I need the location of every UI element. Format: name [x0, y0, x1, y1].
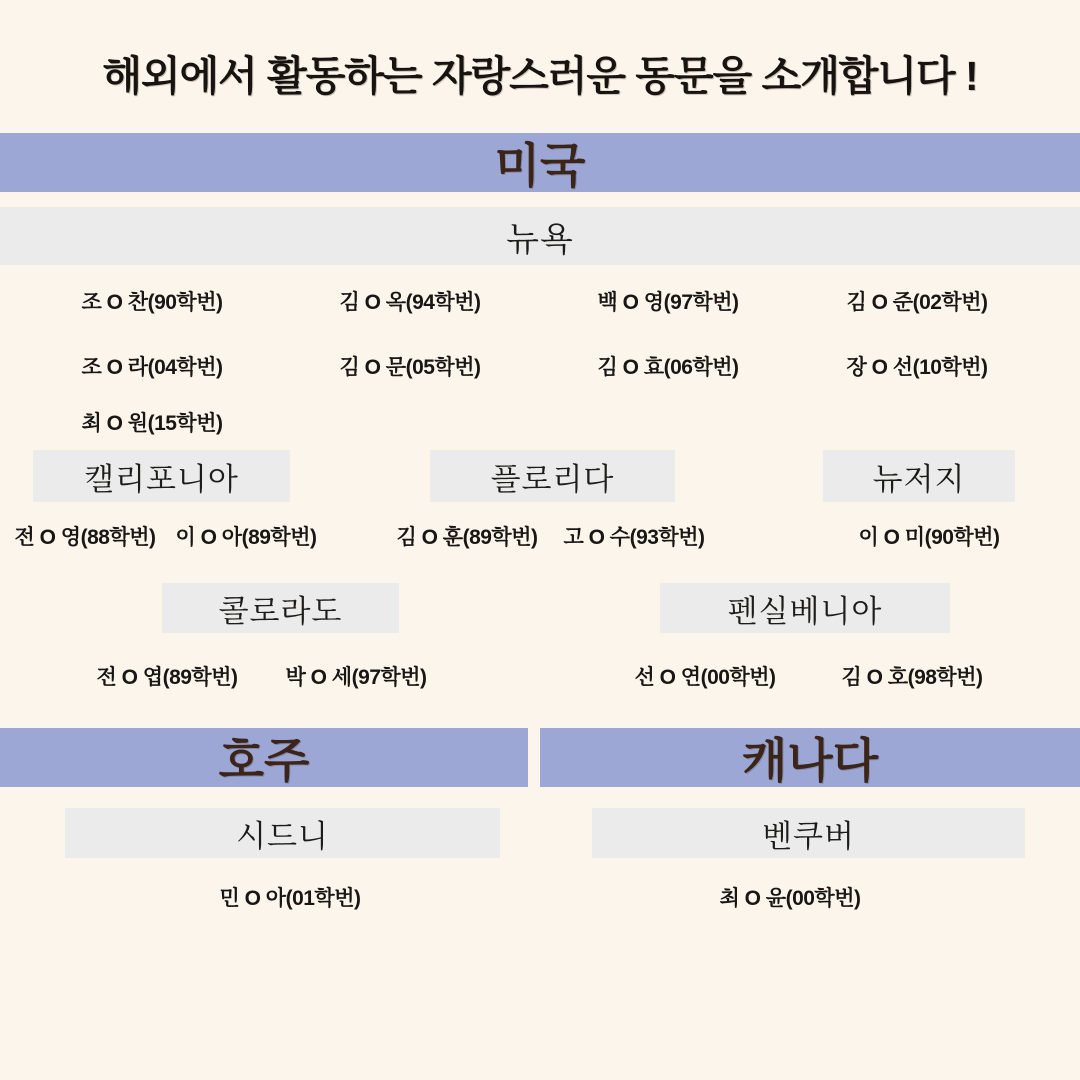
region-label-sydney: 시드니 — [236, 818, 329, 854]
alumni-name: 김 O 옥(94학번) — [339, 291, 481, 314]
region-box-california — [33, 450, 290, 502]
country-banner-usa — [0, 133, 1080, 192]
alumni-name: 고 O 수(93학번) — [563, 526, 705, 549]
region-box-florida — [430, 450, 675, 502]
alumni-name: 조 O 찬(90학번) — [81, 291, 223, 314]
alumni-name: 이 O 아(89학번) — [175, 526, 317, 549]
alumni-name: 김 O 호(98학번) — [841, 666, 983, 689]
region-box-newjersey — [823, 450, 1015, 502]
alumni-name: 전 O 엽(89학번) — [96, 666, 238, 689]
alumni-name: 김 O 효(06학번) — [597, 356, 739, 379]
alumni-name: 박 O 세(97학번) — [285, 666, 427, 689]
region-banner-newyork — [0, 207, 1080, 265]
alumni-name: 장 O 선(10학번) — [846, 356, 988, 379]
country-label-australia: 호주 — [218, 734, 310, 787]
region-label-pennsylvania: 펜실베니아 — [727, 593, 883, 629]
country-label-usa: 미국 — [494, 139, 586, 192]
alumni-name: 김 O 훈(89학번) — [396, 526, 538, 549]
region-box-sydney — [65, 808, 500, 858]
region-label-vancouver: 벤쿠버 — [762, 818, 855, 854]
region-label-newjersey: 뉴저지 — [872, 461, 966, 497]
alumni-name: 선 O 연(00학번) — [634, 666, 776, 689]
alumni-name: 백 O 영(97학번) — [597, 291, 739, 314]
region-label-colorado: 콜로라도 — [218, 593, 343, 629]
alumni-name: 이 O 미(90학번) — [858, 526, 1000, 549]
region-label-newyork: 뉴욕 — [506, 220, 574, 259]
region-box-vancouver — [592, 808, 1025, 858]
alumni-name: 김 O 준(02학번) — [846, 291, 988, 314]
country-banner-australia — [0, 728, 528, 787]
country-banner-canada — [540, 728, 1080, 787]
region-box-pennsylvania — [660, 583, 950, 633]
alumni-name: 민 O 아(01학번) — [219, 887, 361, 910]
region-label-california: 캘리포니아 — [84, 461, 239, 497]
alumni-name: 최 O 윤(00학번) — [719, 887, 861, 910]
region-label-florida: 플로리다 — [490, 461, 615, 497]
country-label-canada: 캐나다 — [741, 734, 879, 787]
alumni-name: 김 O 문(05학번) — [339, 356, 481, 379]
region-box-colorado — [162, 583, 399, 633]
alumni-name: 전 O 영(88학번) — [14, 526, 156, 549]
page-title: 해외에서 활동하는 자랑스러운 동문을 소개합니다 ! — [102, 53, 978, 99]
alumni-name: 최 O 원(15학번) — [81, 412, 223, 435]
alumni-name: 조 O 라(04학번) — [81, 356, 223, 379]
